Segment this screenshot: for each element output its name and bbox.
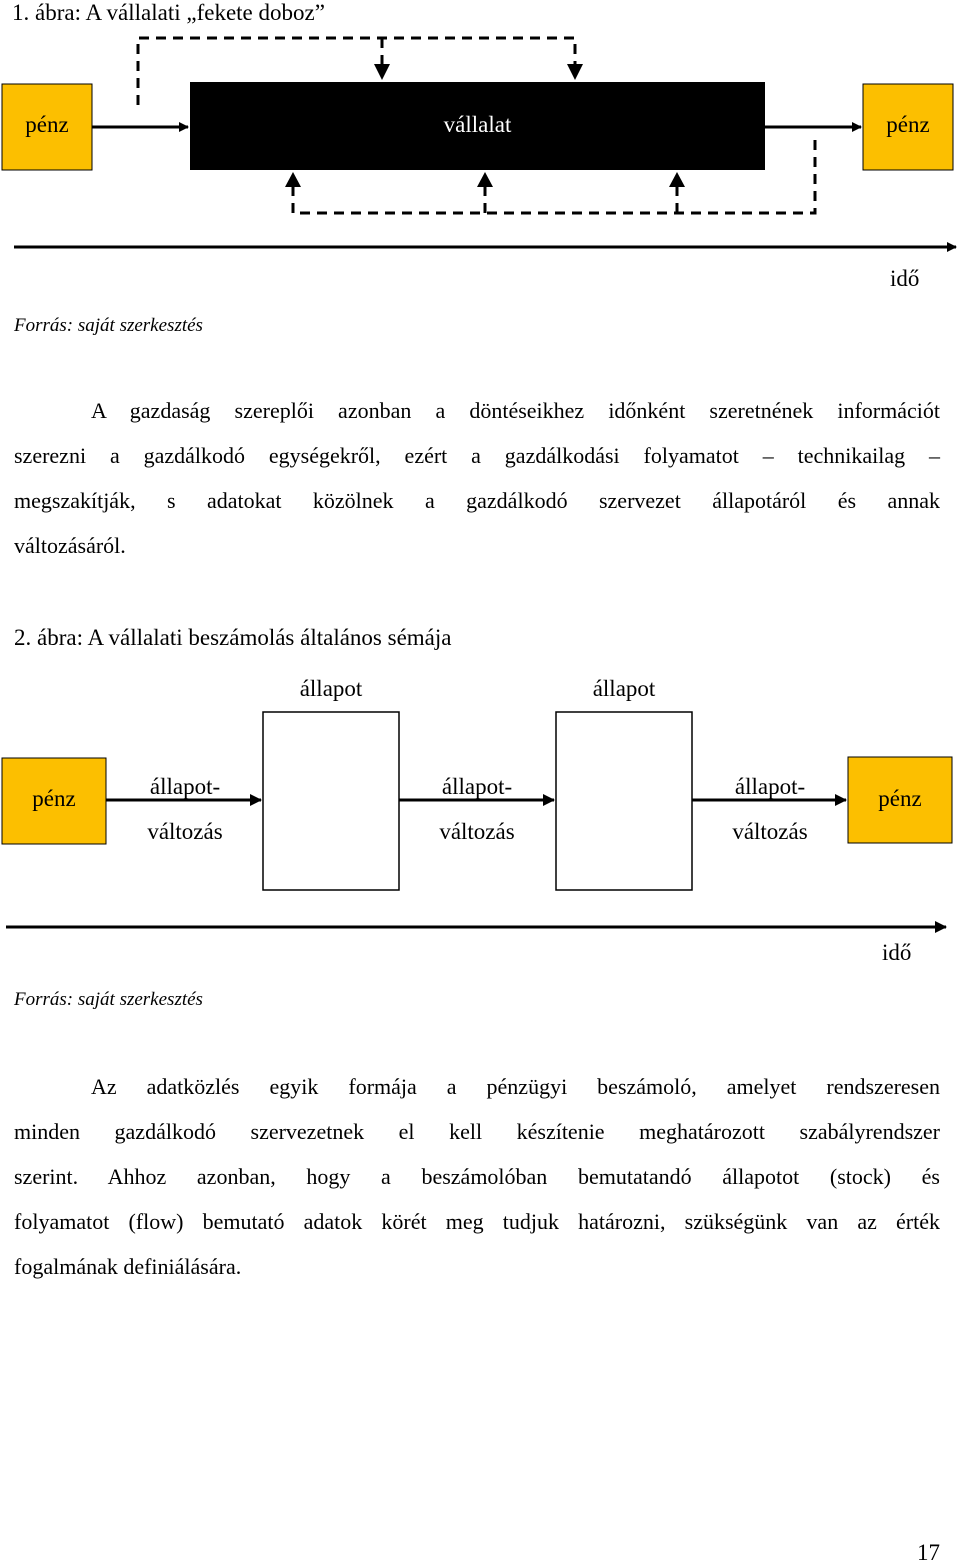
arrow-up-icon (669, 172, 685, 187)
state-label-2: állapot (592, 676, 656, 701)
time-label: idő (890, 266, 920, 291)
state-box-1 (263, 712, 399, 890)
time-label: idő (882, 940, 912, 965)
figure-2-source: Forrás: saját szerkesztés (14, 989, 203, 1010)
paragraph-line: A gazdaság szereplői azonban a döntéseikhez időnként szeretnének információt (91, 398, 940, 423)
paragraph-1 (14, 388, 940, 568)
paragraph-line: megszakítják, s adatokat közölnek a gazdálkodó szervezet állapotáról és annak (14, 488, 940, 513)
paragraph-line: minden gazdálkodó szervezetnek el kell készítenie meghatározott szabályrendszer (14, 1119, 940, 1144)
arrow-down-icon (567, 64, 583, 80)
company-label: vállalat (443, 112, 512, 137)
paragraph-line: változásáról. (14, 533, 126, 558)
money-label-left: pénz (32, 786, 76, 811)
money-label-right: pénz (886, 112, 930, 137)
arrow-up-icon (285, 172, 301, 187)
paragraph-line: fogalmának definiálására. (14, 1254, 242, 1279)
change-label-2: állapot- változás (439, 774, 515, 844)
state-label-1: állapot (299, 676, 363, 701)
money-label-left: pénz (25, 112, 69, 137)
arrow-up-icon (477, 172, 493, 187)
arrow-down-icon (374, 64, 390, 80)
paragraph-line: Az adatközlés egyik formája a pénzügyi beszámoló, amelyet rendszeresen (91, 1074, 940, 1099)
paragraph-2 (14, 1064, 940, 1289)
change-label-3: állapot- változás (732, 774, 808, 844)
paragraph-line: szerezni a gazdálkodó egységekről, ezért a gazdálkodási folyamatot – technikailag – (14, 443, 940, 468)
figure-1-source: Forrás: saját szerkesztés (14, 315, 203, 336)
figure-2-title: 2. ábra: A vállalati beszámolás általános sémája (14, 625, 452, 650)
page-number: 17 (917, 1540, 940, 1565)
paragraph-line: szerint. Ahhoz azonban, hogy a beszámolóban bemutatandó állapotot (stock) és (14, 1164, 940, 1189)
money-label-right: pénz (878, 786, 922, 811)
change-label-1: állapot- változás (147, 774, 223, 844)
figure-1-diagram (0, 0, 960, 300)
paragraph-line: folyamatot (flow) bemutató adatok körét meg tudjuk határozni, szükségünk van az érték (14, 1209, 940, 1234)
state-box-2 (556, 712, 692, 890)
figure-1-title: 1. ábra: A vállalati „fekete doboz” (12, 0, 325, 25)
